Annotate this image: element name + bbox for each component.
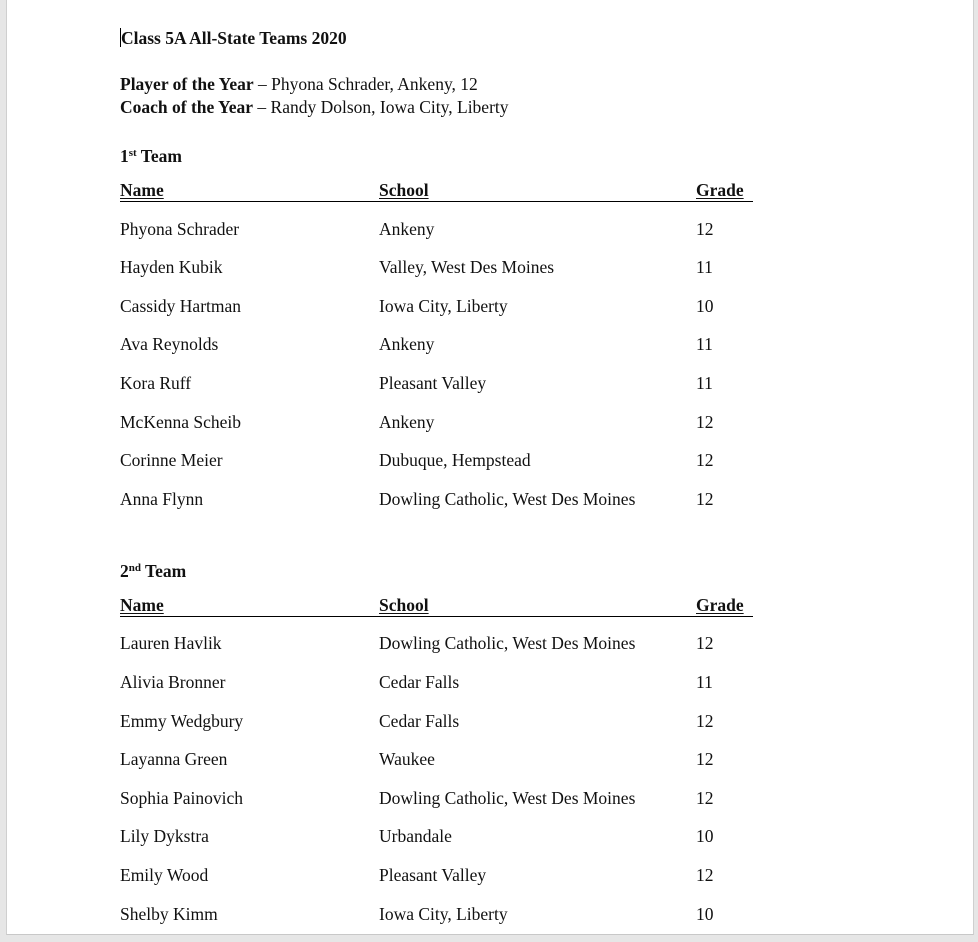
document-title	[120, 26, 760, 50]
school-cell: Valley, West Des Moines	[379, 257, 555, 278]
school-cell: Cedar Falls	[379, 710, 460, 731]
player-name-cell: Hayden Kubik	[120, 257, 223, 278]
grade-cell: 11	[696, 671, 713, 692]
player-name-cell: Kora Ruff	[120, 372, 192, 393]
grade-cell: 11	[696, 372, 713, 393]
player-name-cell: Lily Dykstra	[120, 826, 209, 847]
table-header-row	[120, 594, 753, 617]
school-cell: Dowling Catholic, West Des Moines	[379, 488, 636, 509]
coach-of-the-year	[120, 96, 760, 119]
school-cell: Ankeny	[379, 218, 435, 239]
grade-cell: 11	[696, 257, 713, 278]
player-name-cell: Emily Wood	[120, 864, 209, 885]
column-header-name: Name	[120, 594, 379, 617]
school-cell: Iowa City, Liberty	[379, 295, 508, 316]
grade-cell: 12	[696, 488, 714, 509]
player-name-cell: Alivia Bronner	[120, 671, 226, 692]
table-row	[120, 472, 753, 511]
school-cell: Urbandale	[379, 826, 452, 847]
column-header-school: School	[379, 594, 696, 617]
grade-cell: 10	[696, 826, 714, 847]
table-row	[120, 434, 753, 473]
awards-section	[120, 73, 760, 119]
player-name-cell: Layanna Green	[120, 749, 228, 770]
player-name-cell: Ava Reynolds	[120, 334, 219, 355]
award-value: – Randy Dolson, Iowa City, Liberty	[253, 97, 509, 117]
school-cell: Dowling Catholic, West Des Moines	[379, 787, 636, 808]
table-row	[120, 395, 753, 434]
team-table	[120, 594, 753, 926]
table-header-row	[120, 179, 753, 202]
team-heading	[120, 559, 760, 583]
grade-cell: 12	[696, 787, 714, 808]
player-name-cell: Shelby Kimm	[120, 903, 218, 924]
player-name-cell: Lauren Havlik	[120, 633, 222, 654]
table-row	[120, 318, 753, 357]
document-body	[120, 26, 760, 926]
team-heading	[120, 144, 760, 168]
team-table	[120, 179, 753, 511]
document-title-text: Class 5A All-State Teams 2020	[121, 28, 347, 48]
team-heading-ordinal: st	[128, 147, 137, 159]
player-name-cell: McKenna Scheib	[120, 411, 242, 432]
column-header-name: Name	[120, 179, 379, 202]
player-name-cell: Cassidy Hartman	[120, 295, 242, 316]
second-team-section	[120, 559, 760, 926]
table-row	[120, 733, 753, 772]
document-page[interactable]	[6, 0, 974, 935]
table-row	[120, 848, 753, 887]
grade-cell: 12	[696, 450, 714, 471]
team-heading-word: Team	[141, 560, 187, 581]
grade-cell: 12	[696, 411, 714, 432]
player-name-cell: Corinne Meier	[120, 450, 223, 471]
table-row	[120, 616, 753, 655]
grade-cell: 11	[696, 334, 713, 355]
table-row	[120, 810, 753, 849]
school-cell: Ankeny	[379, 411, 435, 432]
column-header-grade: Grade	[696, 594, 753, 617]
grade-cell: 12	[696, 864, 714, 885]
school-cell: Dowling Catholic, West Des Moines	[379, 633, 636, 654]
school-cell: Waukee	[379, 749, 435, 770]
team-heading-word: Team	[136, 146, 182, 166]
grade-cell: 12	[696, 749, 714, 770]
first-team-section	[120, 144, 760, 511]
table-row	[120, 356, 753, 395]
column-header-grade: Grade	[696, 179, 753, 202]
player-name-cell: Phyona Schrader	[120, 218, 240, 239]
school-cell: Ankeny	[379, 334, 435, 355]
grade-cell: 10	[696, 903, 714, 924]
table-row	[120, 655, 753, 694]
table-row	[120, 279, 753, 318]
player-name-cell: Anna Flynn	[120, 488, 204, 509]
school-cell: Dubuque, Hempstead	[379, 450, 531, 471]
grade-cell: 12	[696, 218, 714, 239]
grade-cell: 12	[696, 633, 714, 654]
table-row	[120, 202, 753, 241]
grade-cell: 12	[696, 710, 714, 731]
grade-cell: 10	[696, 295, 714, 316]
team-heading-number: 2	[120, 560, 129, 581]
table-row	[120, 694, 753, 733]
school-cell: Iowa City, Liberty	[379, 903, 508, 924]
column-header-school: School	[379, 179, 696, 202]
table-row	[120, 241, 753, 280]
school-cell: Pleasant Valley	[379, 372, 487, 393]
player-name-cell: Sophia Painovich	[120, 787, 243, 808]
player-name-cell: Emmy Wedgbury	[120, 710, 244, 731]
award-label: Coach of the Year	[120, 97, 254, 117]
school-cell: Cedar Falls	[379, 671, 460, 692]
team-heading-number: 1	[120, 146, 129, 166]
player-of-the-year	[120, 73, 760, 96]
school-cell: Pleasant Valley	[379, 864, 487, 885]
table-row	[120, 887, 753, 926]
team-heading-ordinal: nd	[128, 561, 141, 574]
award-value: – Phyona Schrader, Ankeny, 12	[253, 74, 478, 94]
table-row	[120, 771, 753, 810]
award-label: Player of the Year	[120, 74, 254, 94]
